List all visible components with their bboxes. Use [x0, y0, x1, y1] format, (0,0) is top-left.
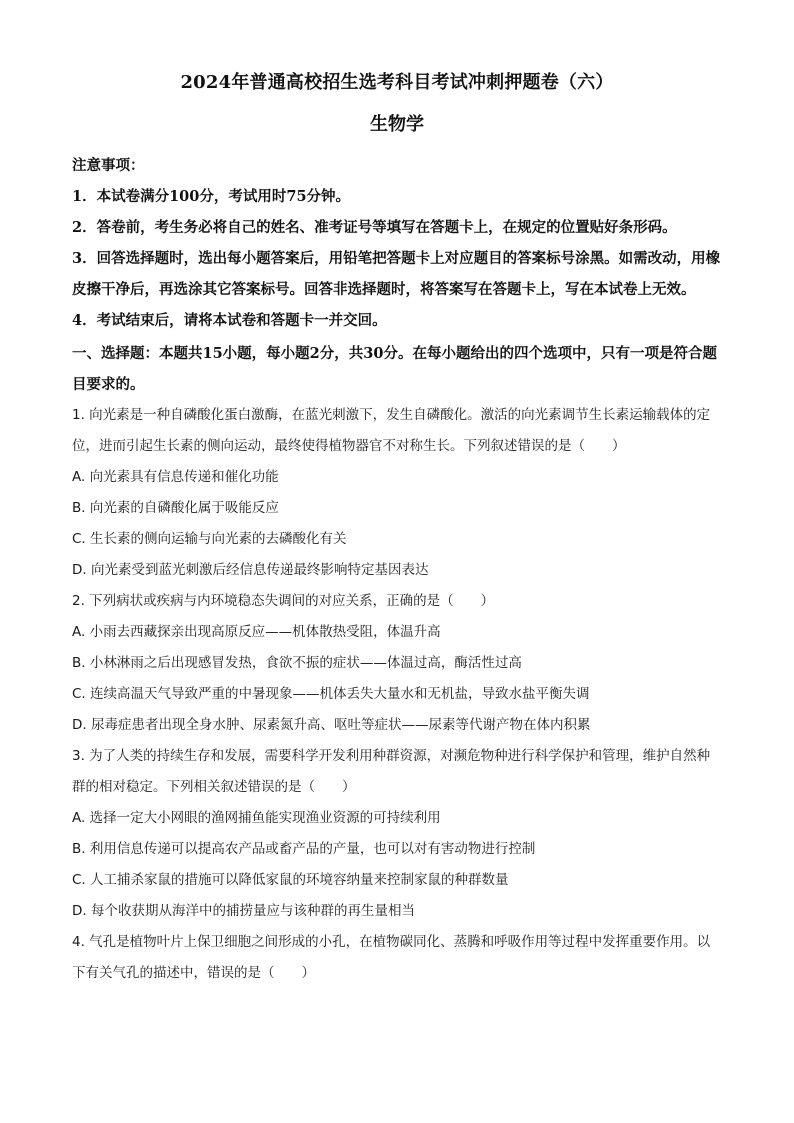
option-b: B. 利用信息传递可以提高农产品或畜产品的产量，也可以对有害动物进行控制	[72, 841, 536, 857]
notice-heading: 注意事项：	[72, 157, 145, 174]
option-d: D. 尿毒症患者出现全身水肿、尿素氮升高、呕吐等症状——尿素等代谢产物在体内积累	[72, 717, 591, 733]
question-stem: 3. 为了人类的持续生存和发展，需要科学开发利用种群资源，对濒危物种进行科学保护和管理，维护自然种群的相对稳定。下列相关叙述错误的是（ ）	[72, 748, 711, 795]
question-stem: 1. 向光素是一种自磷酸化蛋白激酶，在蓝光刺激下，发生自磷酸化。激活的向光素调节生长素运输载体的定位，进而引起生长素的侧向运动，最终使得植物器官不对称生长。下列叙述错误的是（ ）	[72, 407, 711, 454]
notice-item-1: 1．本试卷满分100分，考试用时75分钟。	[72, 188, 351, 205]
question-1	[72, 400, 722, 586]
question-4	[72, 927, 722, 989]
subject-title: 生物学	[370, 114, 424, 135]
section-heading: 一、选择题：本题共15小题，每小题2分，共30分。在每小题给出的四个选项中，只有一项是符合题目要求的。	[72, 345, 717, 393]
question-3	[72, 741, 722, 927]
notice-item-3: 3．回答选择题时，选出每小题答案后，用铅笔把答题卡上对应题目的答案标号涂黑。如需改动，用橡皮擦干净后，再选涂其它答案标号。回答非选择题时，将答案写在答题卡上，写在本试卷上无效。	[72, 250, 721, 298]
option-b: B. 小林淋雨之后出现感冒发热，食欲不振的症状——体温过高，酶活性过高	[72, 655, 522, 671]
option-d: D. 每个收获期从海洋中的捕捞量应与该种群的再生量相当	[72, 903, 415, 919]
question-stem: 4. 气孔是植物叶片上保卫细胞之间形成的小孔，在植物碳同化、蒸腾和呼吸作用等过程中发挥重要作用。以下有关气孔的描述中，错误的是（ ）	[72, 934, 711, 981]
option-a: A. 向光素具有信息传递和催化功能	[72, 469, 279, 485]
option-a: A. 选择一定大小网眼的渔网捕鱼能实现渔业资源的可持续利用	[72, 810, 441, 826]
question-2	[72, 586, 722, 741]
question-stem: 2. 下列病状或疾病与内环境稳态失调间的对应关系，正确的是（ ）	[72, 593, 495, 609]
option-c: C. 人工捕杀家鼠的措施可以降低家鼠的环境容纳量来控制家鼠的种群数量	[72, 872, 509, 888]
option-c: C. 连续高温天气导致严重的中暑现象——机体丢失大量水和无机盐，导致水盐平衡失调	[72, 686, 590, 702]
exam-title: 2024年普通高校招生选考科目考试冲刺押题卷（六）	[180, 72, 614, 93]
option-c: C. 生长素的侧向运输与向光素的去磷酸化有关	[72, 531, 347, 547]
option-b: B. 向光素的自磷酸化属于吸能反应	[72, 500, 279, 516]
notice-item-4: 4．考试结束后，请将本试卷和答题卡一并交回。	[72, 312, 387, 329]
option-a: A. 小雨去西藏探亲出现高原反应——机体散热受阻，体温升高	[72, 624, 441, 640]
option-d: D. 向光素受到蓝光刺激后经信息传递最终影响特定基因表达	[72, 562, 429, 578]
notice-item-2: 2．答卷前，考生务必将自己的姓名、准考证号等填写在答题卡上，在规定的位置贴好条形码。	[72, 219, 677, 236]
